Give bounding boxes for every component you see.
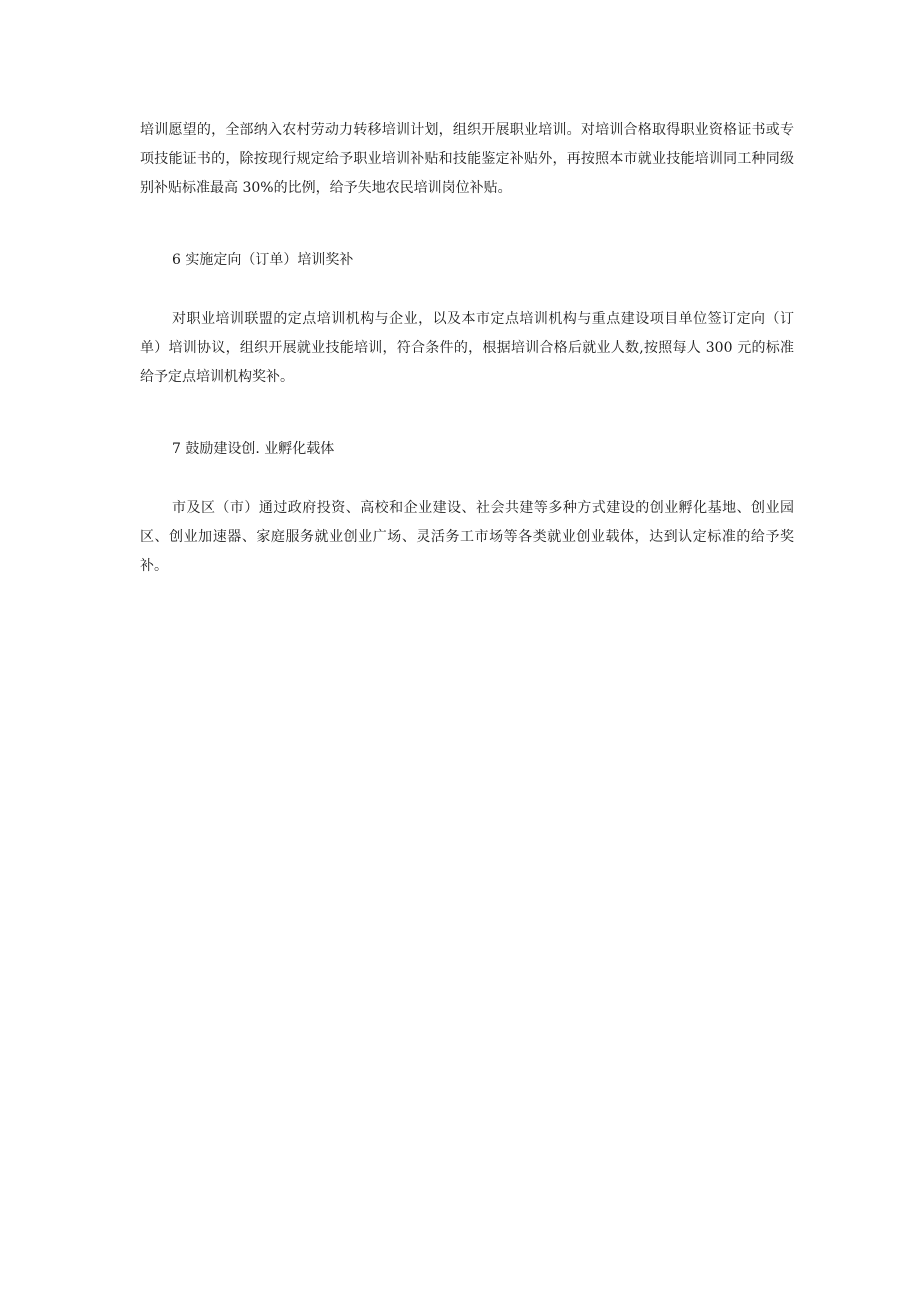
paragraph-subsidy-continuation: 培训愿望的，全部纳入农村劳动力转移培训计划，组织开展职业培训。对培训合格取得职业资格证书或专项技能证书的，除按现行规定给予职业培训补贴和技能鉴定补贴外，再按照本市就业技能培训同工种同级别补贴标准最高 30%的比例，给予失地农民培训岗位补贴。: [140, 122, 794, 196]
paragraph-spacer: [140, 203, 794, 246]
paragraph-order-training: 对职业培训联盟的定点培训机构与企业，以及本市定点培训机构与重点建设项目单位签订定向（订单）培训协议，组织开展就业技能培训，符合条件的，根据培训合格后就业人数,按照每人 300 元的标准给予定点培训机构奖补。: [140, 311, 794, 385]
section-heading-6: 6 实施定向（订单）培训奖补: [172, 252, 354, 268]
paragraph-spacer: [140, 464, 794, 494]
document-body: [140, 116, 794, 581]
paragraph-incubator: 市及区（市）通过政府投资、高校和企业建设、社会共建等多种方式建设的创业孵化基地、创业园区、创业加速器、家庭服务就业创业广场、灵活务工市场等各类就业创业载体，达到认定标准的给予奖补。: [140, 500, 794, 574]
paragraph-spacer: [140, 275, 794, 305]
section-heading-7: 7 鼓励建设创. 业孵化载体: [172, 441, 335, 457]
paragraph-spacer: [140, 392, 794, 435]
